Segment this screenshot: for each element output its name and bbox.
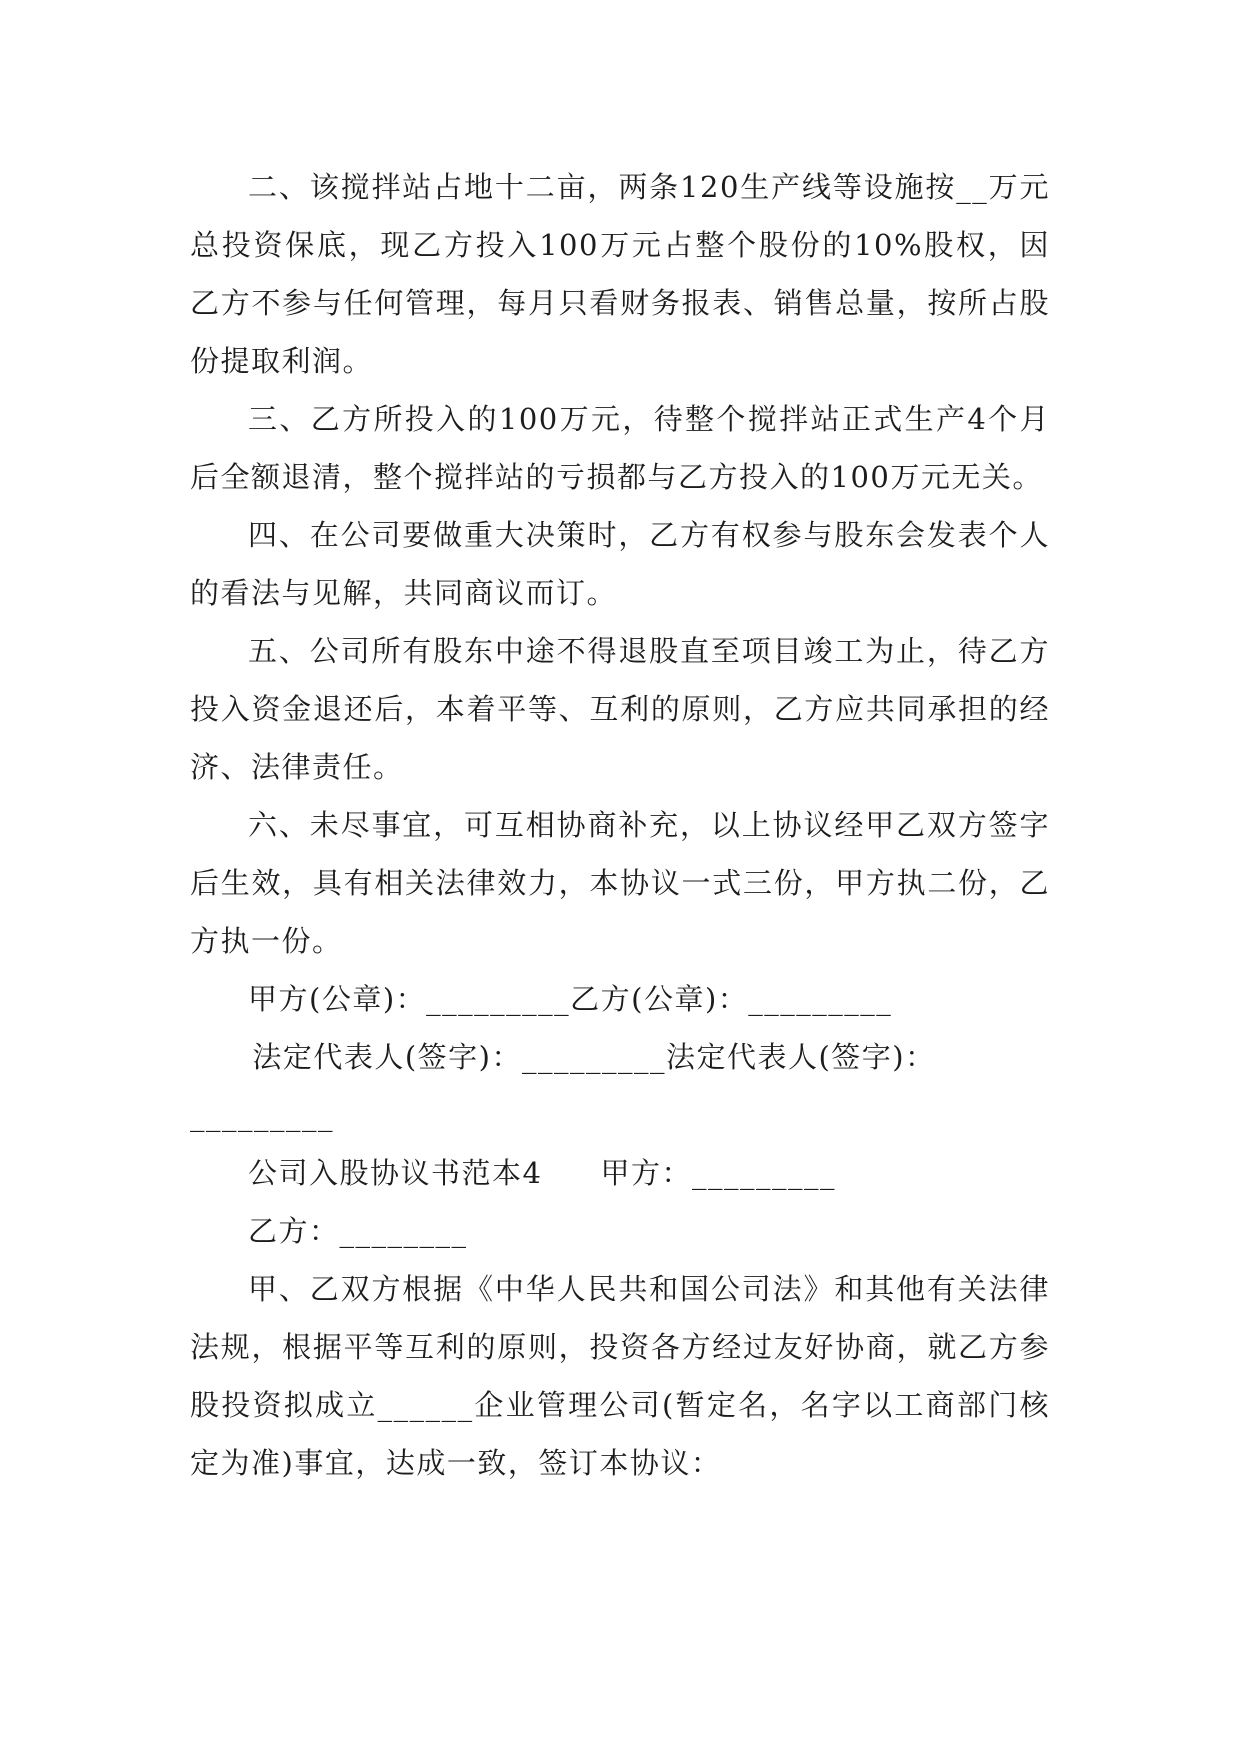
document-body bbox=[190, 158, 1050, 1492]
party-a-field: 甲方：_________ bbox=[600, 1156, 836, 1190]
agreement-intro: 甲、乙双方根据《中华人民共和国公司法》和其他有关法律法规，根据平等互利的原则，投资各方经过友好协商，就乙方参股投资拟成立______企业管理公司(暂定名，名字以工商部门核定为准)事宜，达成一致，签订本协议： bbox=[190, 1272, 1050, 1480]
signature-representative-blank: _________ bbox=[190, 1098, 334, 1132]
signature-representative-line: 法定代表人(签字)：_________法定代表人(签字)： bbox=[252, 1040, 936, 1074]
clause-6: 六、未尽事宜，可互相协商补充，以上协议经甲乙双方签字后生效，具有相关法律效力，本协议一式三份，甲方执二份，乙方执一份。 bbox=[190, 808, 1050, 958]
clause-5: 五、公司所有股东中途不得退股直至项目竣工为止，待乙方投入资金退还后，本着平等、互利的原则，乙方应共同承担的经济、法律责任。 bbox=[190, 634, 1050, 784]
clause-2: 二、该搅拌站占地十二亩，两条120生产线等设施按__万元总投资保底，现乙方投入100万元占整个股份的10%股权，因乙方不参与任何管理，每月只看财务报表、销售总量，按所占股份提取利润。 bbox=[190, 170, 1050, 378]
sample-title-line bbox=[190, 1144, 1050, 1202]
clause-3: 三、乙方所投入的100万元，待整个搅拌站正式生产4个月后全额退清，整个搅拌站的亏损都与乙方投入的100万元无关。 bbox=[190, 402, 1050, 494]
sample-title: 公司入股协议书范本4 bbox=[248, 1156, 543, 1190]
clause-4: 四、在公司要做重大决策时，乙方有权参与股东会发表个人的看法与见解，共同商议而订。 bbox=[190, 518, 1050, 610]
signature-seal-line: 甲方(公章)：_________乙方(公章)：_________ bbox=[248, 982, 893, 1016]
party-b-field: 乙方：________ bbox=[248, 1214, 468, 1248]
